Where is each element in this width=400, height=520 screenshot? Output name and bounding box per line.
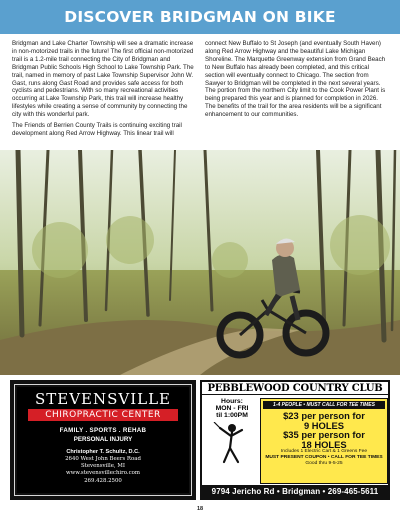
stevensville-chiropractic-ad	[10, 380, 196, 500]
club-name: PEBBLEWOOD COUNTRY CLUB	[202, 382, 388, 395]
article-column-2	[205, 40, 390, 152]
business-name: STEVENSVILLE	[34, 390, 172, 408]
hours-block	[204, 398, 260, 471]
hours-heading: Hours:	[221, 398, 243, 405]
page-title: DISCOVER BRIDGMAN ON BIKE	[64, 8, 336, 26]
article-paragraph: The Friends of Berrien County Trails is continuing exciting trail development along Red Arrow Highway. This linear trail will	[12, 122, 182, 137]
services-tagline: FAMILY . SPORTS . REHAB	[59, 427, 147, 434]
page-number: 18	[196, 506, 204, 512]
phone-number: 269.428.2500	[84, 477, 122, 484]
includes-note: Includes 1 Electric Cart & 1 Greens Fee	[280, 449, 368, 455]
promo-strip: 1-4 PEOPLE • MUST CALL FOR TEE TIMES	[263, 401, 385, 409]
page-title-banner	[0, 0, 400, 34]
forest-trail-illustration	[0, 150, 400, 375]
price-eighteen: $35 per person for	[283, 429, 365, 441]
coupon-note: MUST PRESENT COUPON • CALL FOR TEE TIMES	[265, 455, 383, 461]
holes-eighteen: 18 HOLES	[301, 438, 347, 450]
club-address-footer: 9794 Jericho Rd • Bridgman • 269-465-5611	[202, 485, 388, 498]
hours-time: til 1:00PM	[216, 412, 248, 420]
golfer-icon	[212, 422, 252, 466]
valid-date: Good thru 9-5-25	[305, 461, 343, 467]
pebblewood-country-club-ad	[200, 380, 390, 500]
advertisements	[10, 380, 390, 500]
hours-days: MON - FRI	[215, 405, 249, 412]
offer-box	[260, 398, 388, 484]
website[interactable]: www.stevensvillechiro.com	[66, 470, 140, 477]
article-paragraph: connect New Buffalo to St Joseph (and eventually South Haven) along Red Arrow Highway and the beautiful Lake Michigan Shoreline. The Marquette Greenway extension from Grand Beach to New Buffalo has already been completed, and this critical section will eventually connect to Chicago. The section from Sawyer to Bridgman will be completed in the next several years. The portion from the northern City limit to the Cook Power Plant is being prepared this year and is planned for completion in 2026. The benefits of the trail for the area residents will be a significant enhancement to our communities.	[205, 40, 386, 119]
address-line: 2640 West John Beers Road	[65, 456, 141, 462]
business-subtitle: CHIROPRACTIC CENTER	[28, 409, 178, 421]
article-paragraph: Bridgman and Lake Charter Township will see a dramatic increase in non-motorized trails in the future! The first official non-motorized trail is a 1.2-mile trail connecting the City of Bridgman and Bridgman Public Schools High School to Lake Township Park. The trail, named in memory of past Lake Township Supervisor John W. Gast, runs along Gast Road and provides safe access for both cyclists and pedestrians. With so many recreational activities occurring at Lake Township Park, this trail will increase healthy lifestyles while creating a sense of community by connecting the city with this wonderful park.	[12, 40, 194, 119]
article-body	[12, 40, 390, 152]
holes-nine: 9 HOLES	[303, 419, 345, 431]
cyclist-photo	[0, 150, 400, 375]
article-column-1	[12, 40, 197, 152]
services-line: PERSONAL INJURY	[73, 436, 133, 443]
price-nine: $23 per person for	[283, 410, 365, 421]
address-city: Stevensville, MI	[80, 463, 125, 470]
doctor-name: Christopher T. Schultz, D.C.	[66, 449, 140, 455]
